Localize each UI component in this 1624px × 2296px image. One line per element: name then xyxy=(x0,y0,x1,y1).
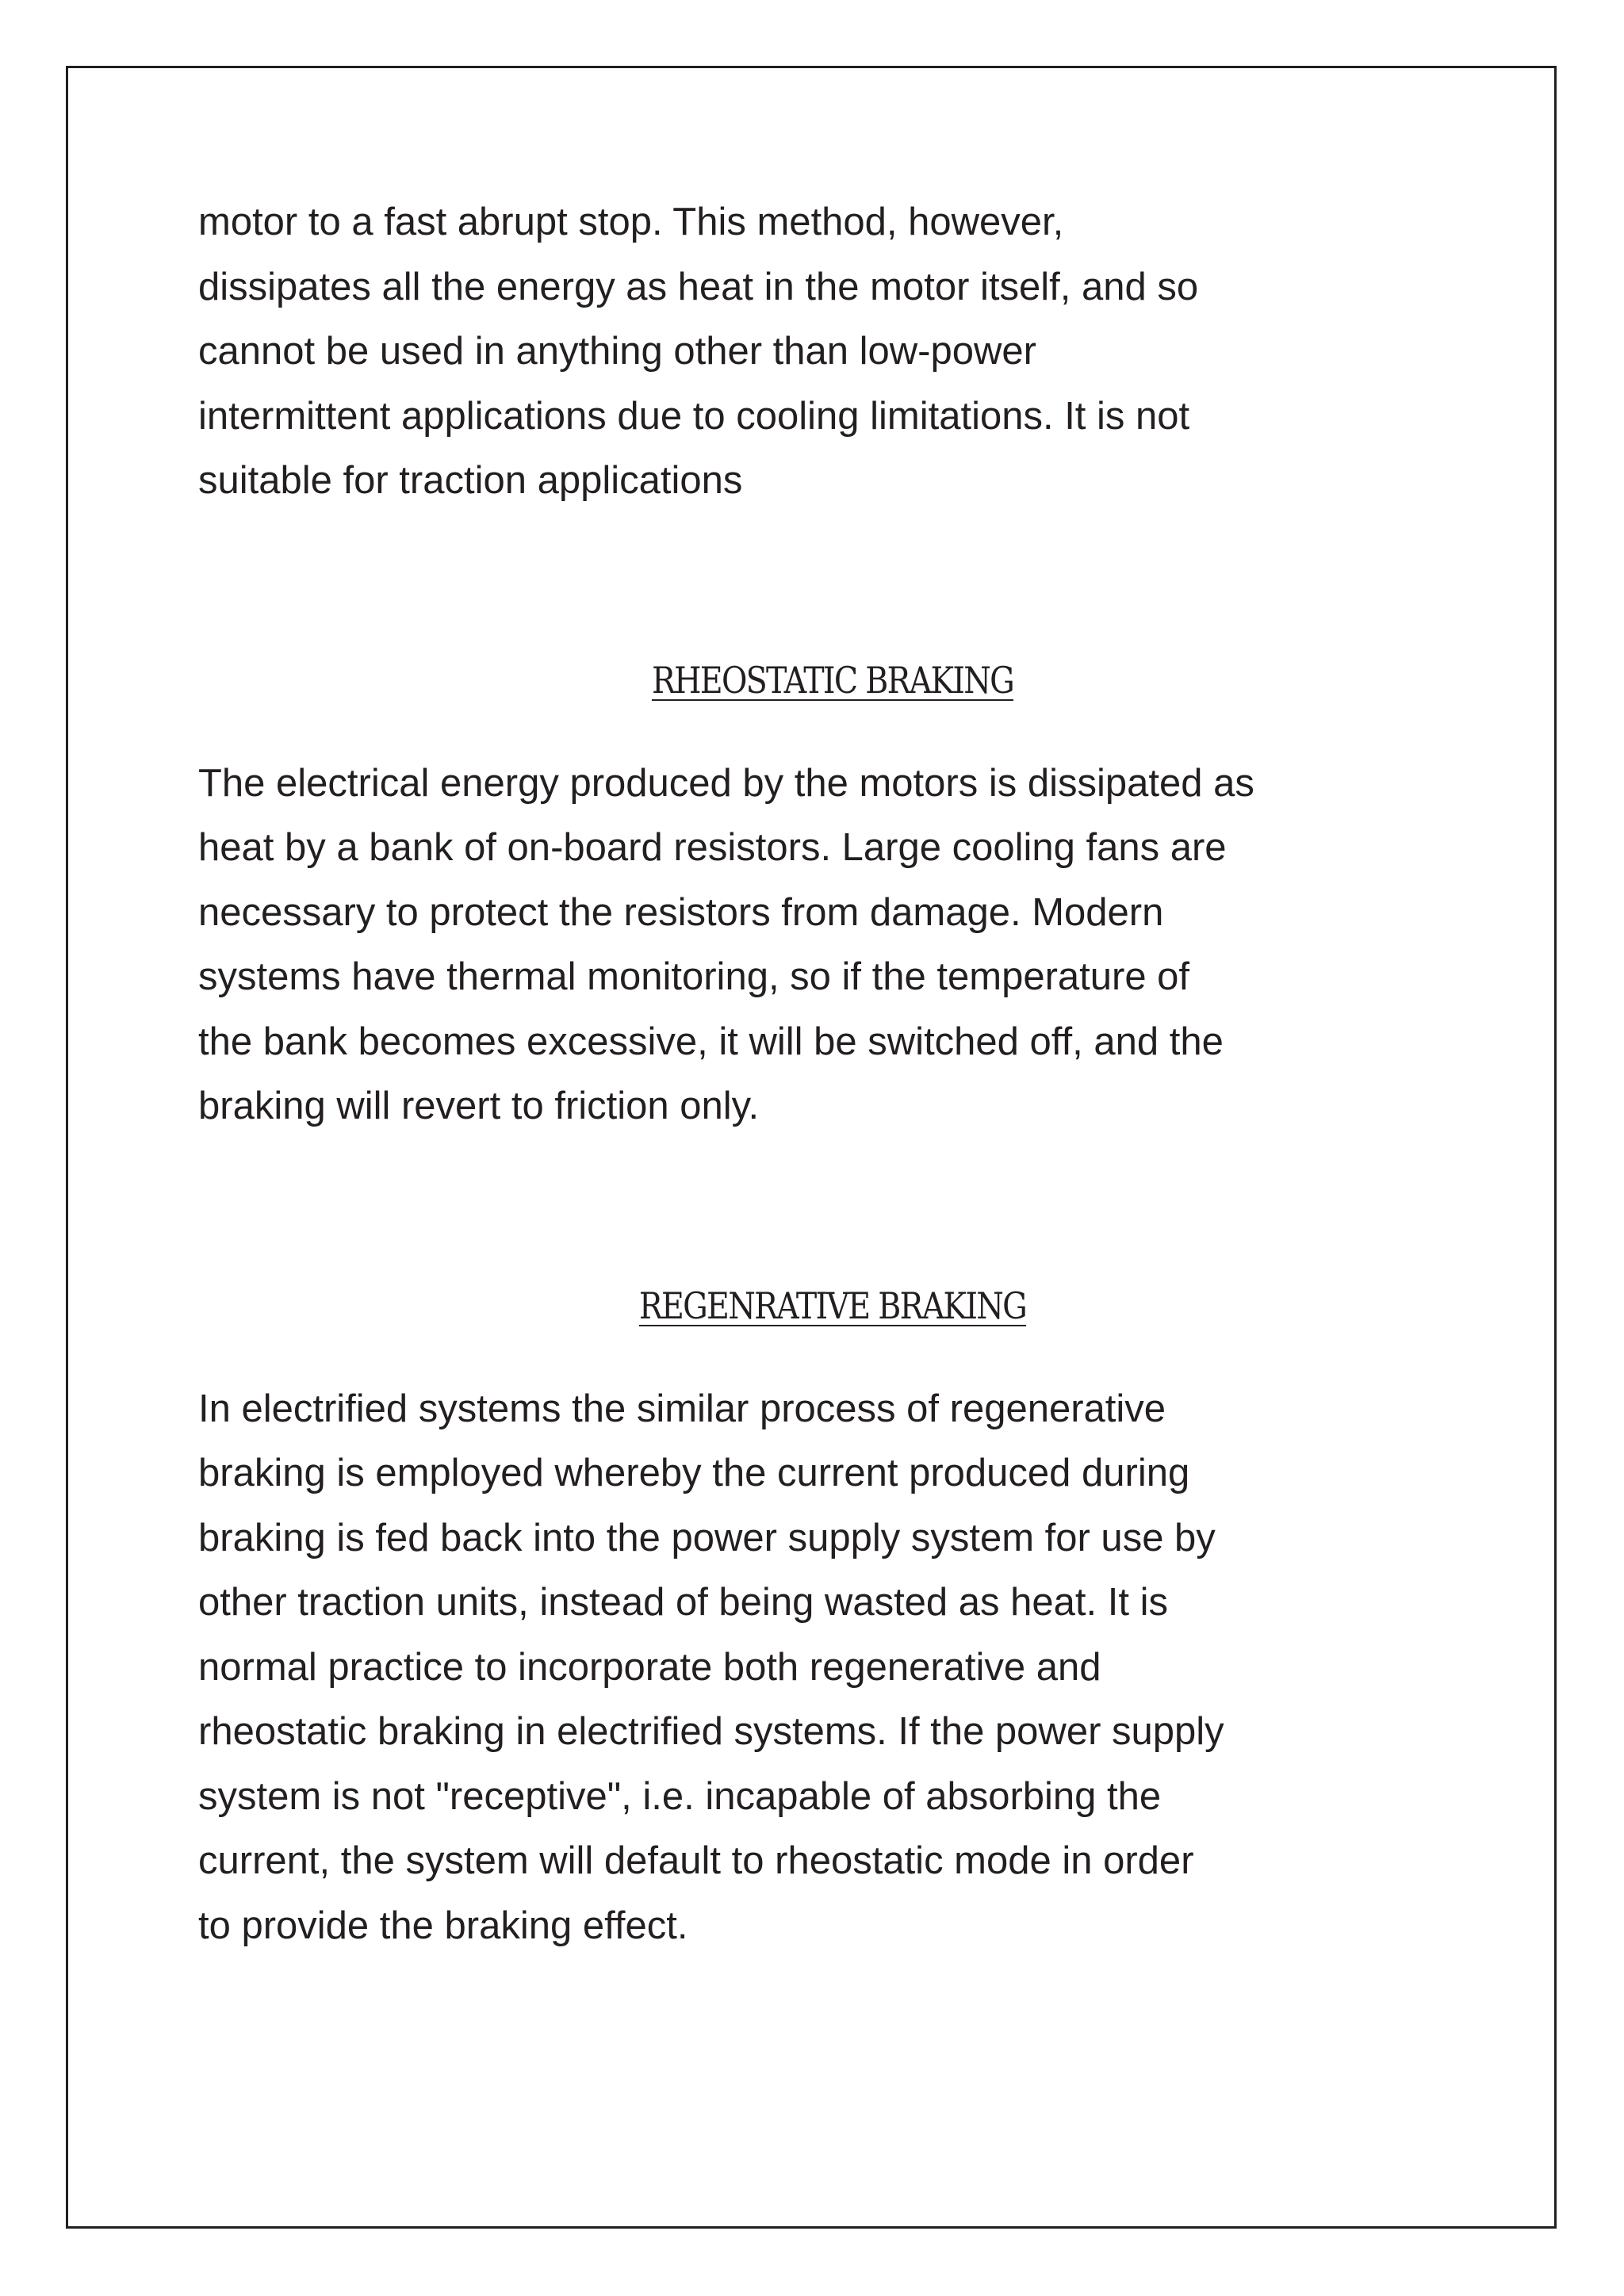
heading-rheostatic-braking: RHEOSTATIC BRAKING xyxy=(651,658,1014,702)
text-line: cannot be used in anything other than low-power xyxy=(198,330,1036,373)
document-body xyxy=(198,190,1467,1958)
text-line: suitable for traction applications xyxy=(198,459,743,502)
paragraph-intro xyxy=(198,190,1467,514)
text-line: braking is fed back into the power supply system for use by xyxy=(198,1516,1216,1559)
text-line: the bank becomes excessive, it will be switched off, and the xyxy=(198,1020,1224,1063)
text-line: current, the system will default to rheostatic mode in order xyxy=(198,1839,1194,1882)
text-line: system is not "receptive", i.e. incapable of absorbing the xyxy=(198,1774,1162,1818)
text-line: other traction units, instead of being wasted as heat. It is xyxy=(198,1581,1168,1624)
paragraph-regenerative xyxy=(198,1377,1467,1959)
text-line: dissipates all the energy as heat in the motor itself, and so xyxy=(198,265,1199,308)
text-line: normal practice to incorporate both regenerative and xyxy=(198,1645,1101,1689)
text-line: necessary to protect the resistors from damage. Modern xyxy=(198,890,1164,934)
text-line: braking is employed whereby the current produced during xyxy=(198,1452,1190,1494)
text-line: In electrified systems the similar process of regenerative xyxy=(198,1387,1166,1430)
text-line: The electrical energy produced by the motors is dissipated as xyxy=(198,761,1254,805)
text-line: motor to a fast abrupt stop. This method, however, xyxy=(198,201,1064,243)
text-line: braking will revert to friction only. xyxy=(198,1085,760,1127)
text-line: heat by a bank of on-board resistors. Large cooling fans are xyxy=(198,826,1227,869)
text-line: rheostatic braking in electrified systems. If the power supply xyxy=(198,1710,1224,1753)
heading-regenerative-braking: REGENRATIVE BRAKING xyxy=(638,1284,1027,1327)
text-line: intermittent applications due to cooling limitations. It is not xyxy=(198,394,1190,438)
text-line: to provide the braking effect. xyxy=(198,1904,688,1947)
paragraph-rheostatic xyxy=(198,752,1467,1139)
text-line: systems have thermal monitoring, so if the temperature of xyxy=(198,955,1190,998)
